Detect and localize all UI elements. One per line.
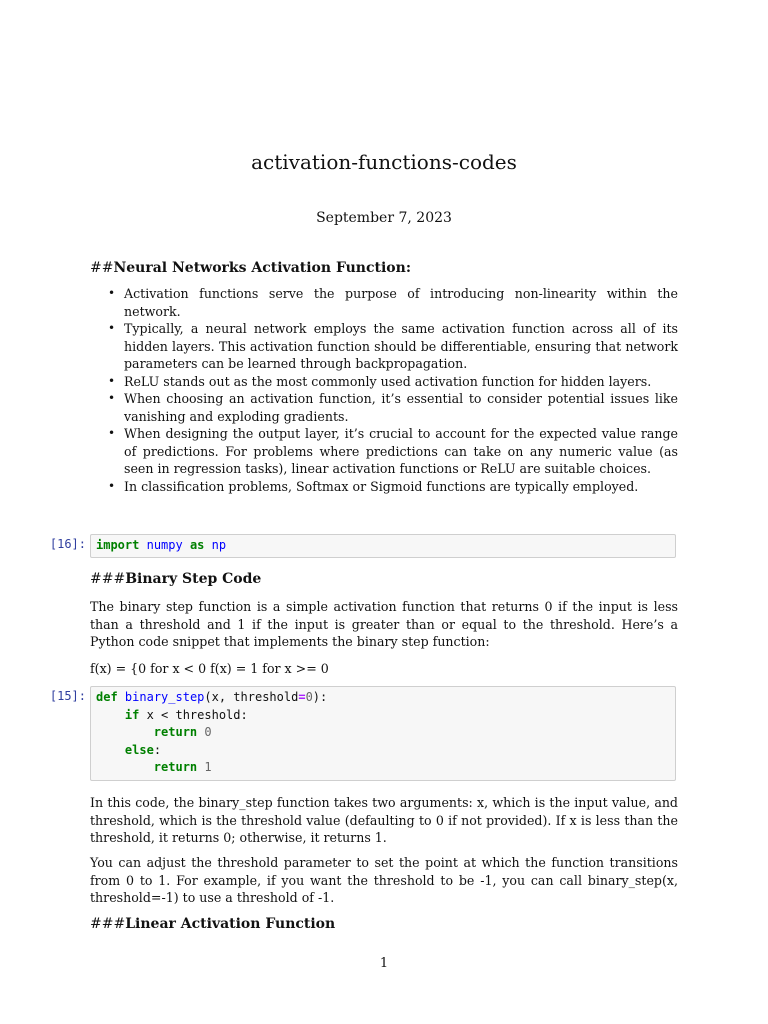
page-number: 1 — [379, 956, 389, 971]
code-token: x < threshold: — [139, 707, 248, 722]
section-heading-linear — [90, 916, 335, 932]
list-item: • In classification problems, Softmax or Sigmoid functions are typically employed. — [90, 478, 678, 496]
document-title: activation-functions-codes — [251, 150, 517, 174]
cell-prompt: [15]: — [49, 689, 86, 703]
section-heading-binary-step — [90, 571, 261, 587]
cell-prompt: [16]: — [49, 537, 86, 551]
code-token: if — [124, 707, 140, 722]
paragraph-intro: The binary step function is a simple activation function that returns 0 if the input is less than a threshold and 1 if the input is greater than or equal to the threshold. Here’s a Python code snippet that implements the binary step function: — [90, 599, 678, 649]
code-token: return — [153, 760, 198, 775]
code-token: import — [96, 538, 140, 552]
code-token: else — [124, 742, 154, 757]
paragraph-explanation: In this code, the binary_step function takes two arguments: x, which is the input value, and threshold, which is the threshold value (defaulting to 0 if not provided). If x is less than the threshold, it returns 0; otherwise, it returns 1. — [90, 795, 678, 845]
section-heading-activation — [90, 260, 411, 276]
heading-hash: ### — [90, 916, 126, 932]
code-token: 1 — [204, 760, 212, 775]
code-token: return — [153, 725, 198, 740]
code-token: 0 — [305, 690, 313, 704]
heading-text: Neural Networks Activation Function: — [113, 260, 411, 276]
code-cell-import[interactable] — [90, 534, 676, 558]
code-token: binary_step — [124, 690, 205, 704]
heading-text: Linear Activation Function — [125, 916, 336, 932]
code-token: def — [96, 690, 118, 704]
code-token: numpy — [146, 538, 183, 552]
list-item: • When choosing an activation function, it’s essential to consider potential issues like vanishing and exploding gradients. — [90, 390, 678, 425]
code-token: 0 — [204, 725, 212, 740]
heading-hash: ## — [90, 260, 114, 276]
paragraph-formula: f(x) = {0 for x < 0 f(x) = 1 for x >= 0 — [90, 661, 329, 676]
bullet-list — [90, 285, 678, 495]
code-token: ): — [312, 690, 328, 704]
heading-text: Binary Step Code — [125, 571, 262, 587]
list-item: • Activation functions serve the purpose of introducing non-linearity within the network. — [90, 285, 678, 320]
list-item: • When designing the output layer, it’s crucial to account for the expected value range of predictions. For problems where predictions can take on any numeric value (as seen in regression tasks), linear activation functions or ReLU are suitable choices. — [90, 425, 678, 478]
code-token: : — [153, 742, 162, 757]
code-token: np — [211, 538, 227, 552]
document-date: September 7, 2023 — [316, 210, 452, 226]
code-token: (x, threshold — [204, 690, 299, 704]
code-token: = — [298, 690, 306, 704]
list-item: • Typically, a neural network employs the same activation function across all of its hidden layers. This activation function should be differentiable, ensuring that network parameters can be learned through backpropagation. — [90, 320, 678, 373]
code-cell-binary-step[interactable] — [90, 686, 676, 781]
code-token: as — [189, 538, 205, 552]
paragraph-threshold: You can adjust the threshold parameter to set the point at which the function transitions from 0 to 1. For example, if you want the threshold to be -1, you can call binary_step(x, threshold=-1) to use a threshold of -1. — [90, 855, 678, 905]
heading-hash: ### — [90, 571, 126, 587]
list-item: • ReLU stands out as the most commonly used activation function for hidden layers. — [90, 373, 678, 391]
